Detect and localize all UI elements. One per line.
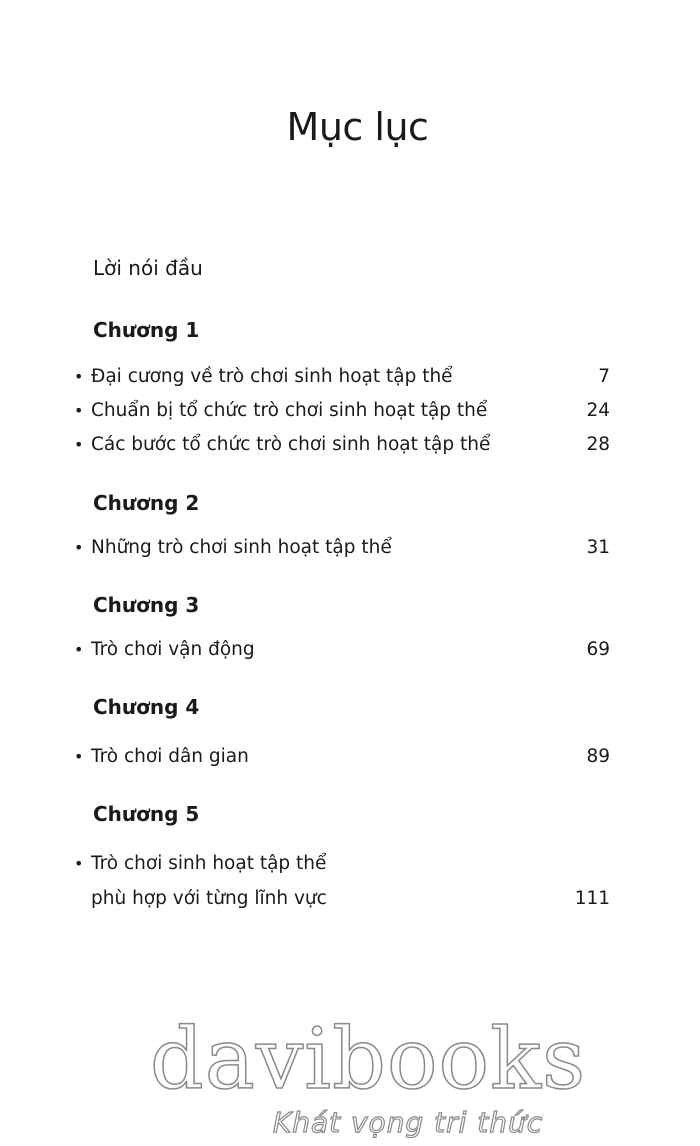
entry-title: Các bước tổ chức trò chơi sinh hoạt tập thể xyxy=(91,434,491,455)
chapter-heading: Chương 1 xyxy=(93,318,200,342)
toc-entry xyxy=(74,739,610,774)
entry-page-number: 69 xyxy=(586,639,610,660)
entry-title: Trò chơi sinh hoạt tập thể phù hợp với từng lĩnh vực xyxy=(91,853,327,909)
chapter-heading: Chương 2 xyxy=(93,491,200,515)
chapter-heading: Chương 5 xyxy=(93,802,200,826)
entry-page-number: 31 xyxy=(586,537,610,558)
entry-page-number: 89 xyxy=(586,746,610,767)
entry-title: Đại cương về trò chơi sinh hoạt tập thể xyxy=(91,366,453,387)
page-title: Mục lục xyxy=(286,105,429,149)
toc-entry xyxy=(74,846,610,916)
bullet-icon: • xyxy=(74,854,84,873)
entry-page-number: 7 xyxy=(598,366,610,387)
bullet-icon: • xyxy=(74,401,84,420)
bullet-icon: • xyxy=(74,367,84,386)
entry-page-number: 24 xyxy=(586,400,610,421)
entry-title: Trò chơi vận động xyxy=(91,639,255,660)
entry-title: Những trò chơi sinh hoạt tập thể xyxy=(91,537,392,558)
chapter-heading: Chương 3 xyxy=(93,593,200,617)
entry-title: Trò chơi dân gian xyxy=(91,746,249,767)
entry-page-number: 28 xyxy=(586,434,610,455)
bullet-icon: • xyxy=(74,435,84,454)
toc-entry xyxy=(74,359,610,394)
toc-entry xyxy=(74,427,610,462)
toc-entry xyxy=(74,530,610,565)
davibooks-logo: davibooks xyxy=(150,1010,587,1108)
toc-entry xyxy=(74,632,610,667)
entry-page-number: 111 xyxy=(574,888,610,909)
entry-title: Chuẩn bị tổ chức trò chơi sinh hoạt tập thể xyxy=(91,400,488,421)
preface-entry: Lời nói đầu xyxy=(93,256,203,280)
chapter-heading: Chương 4 xyxy=(93,695,200,719)
bullet-icon: • xyxy=(74,538,84,557)
bullet-icon: • xyxy=(74,747,84,766)
toc-entry xyxy=(74,393,610,428)
logo-tagline: Khát vọng tri thức xyxy=(272,1106,544,1139)
bullet-icon: • xyxy=(74,640,84,659)
